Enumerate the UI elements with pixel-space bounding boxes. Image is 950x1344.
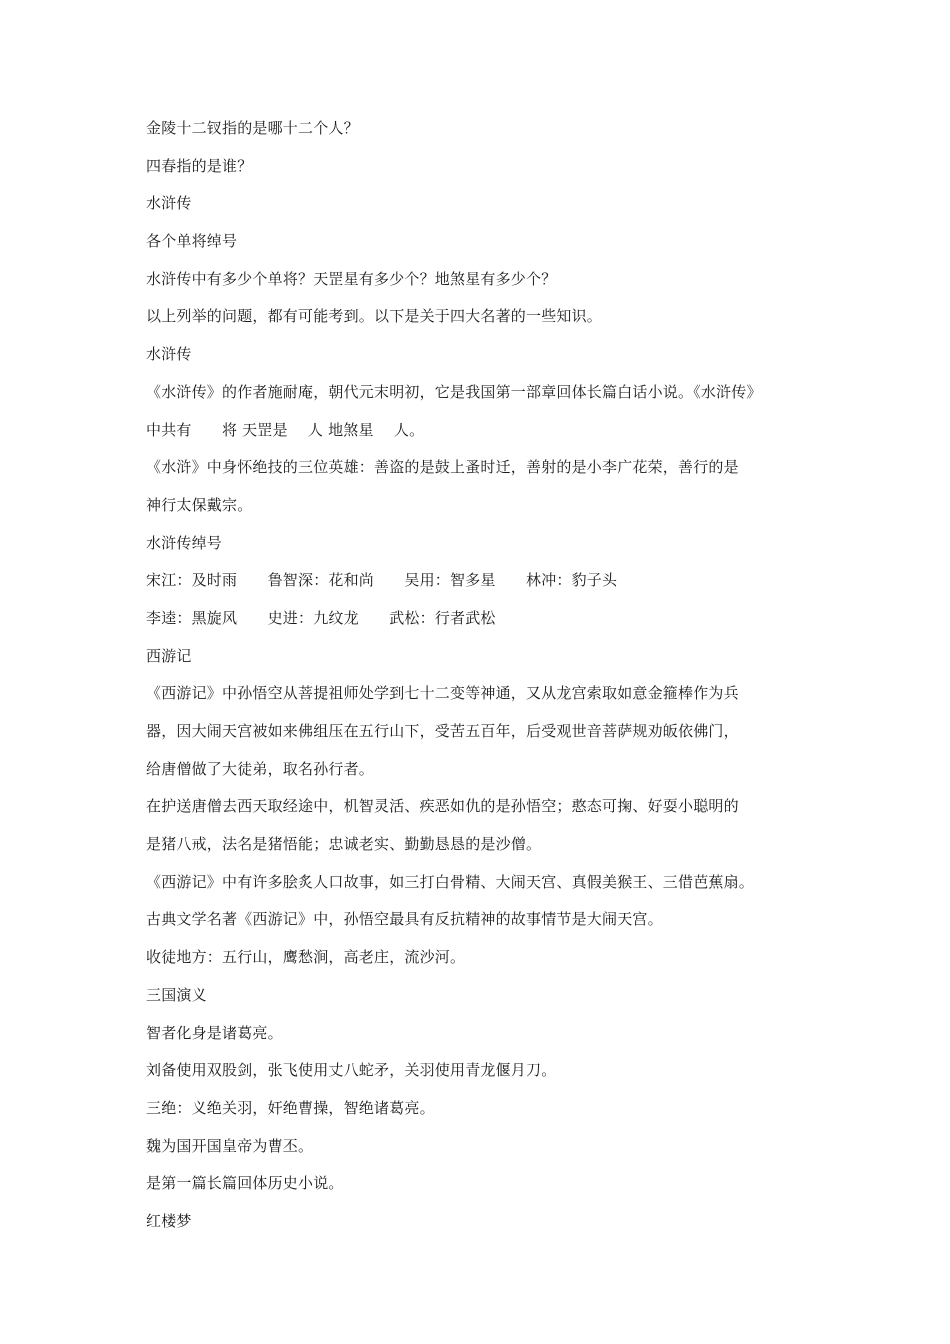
- text-line: 中共有 将 天罡是 人 地煞星 人。: [146, 420, 425, 439]
- question-shuihu-count: 水浒传中有多少个单将？天罡星有多少个？地煞星有多少个？: [146, 269, 557, 288]
- text-line: 神行太保戴宗。: [146, 495, 253, 514]
- heading-honglou: 红楼梦: [146, 1211, 192, 1230]
- xiyouji-stories: 《西游记》中有许多脍炙人口故事，如三打白骨精、大闹天宫、真假美猴王、三借芭蕉扇。: [146, 872, 755, 891]
- sanguo-line: 魏为国开国皇帝为曹丕。: [146, 1136, 314, 1155]
- sanguo-line: 三绝：义绝关羽，奸绝曹操，智绝诸葛亮。: [146, 1098, 435, 1117]
- paragraph-disciples: [146, 796, 816, 854]
- nickname-row-2: 李逵：黑旋风 史进：九纹龙 武松：行者武松: [146, 608, 496, 627]
- xiyouji-rebellion: 古典文学名著《西游记》中，孙悟空最具有反抗精神的故事情节是大闹天宫。: [146, 910, 663, 929]
- paragraph-shuihu-heroes: [146, 457, 816, 515]
- sanguo-line: 是第一篇长篇回体历史小说。: [146, 1174, 344, 1193]
- text-line: 《水浒传》的作者施耐庵，朝代元末明初，它是我国第一部章回体长篇白话小说。《水浒传》: [146, 382, 762, 401]
- heading-xiyouji: 西游记: [146, 646, 192, 665]
- sanguo-line: 智者化身是诸葛亮。: [146, 1023, 283, 1042]
- intro-text: 以上列举的问题，都有可能考到。以下是关于四大名著的一些知识。: [146, 307, 603, 326]
- text-line: 给唐僧做了大徒弟，取名孙行者。: [146, 759, 375, 778]
- text-line: 器，因大闹天宫被如来佛组压在五行山下，受苦五百年，后受观世音菩萨规劝皈依佛门，: [146, 722, 739, 740]
- text-line: 是猪八戒，法名是猪悟能；忠诚老实、勤勤恳恳的是沙僧。: [146, 835, 542, 854]
- text-line: 《水浒》中身怀绝技的三位英雄：善盗的是鼓上蚤时迁，善射的是小李广花荣，善行的是: [146, 458, 739, 477]
- paragraph-shuihu-author: [146, 382, 816, 440]
- xiyouji-places: 收徒地方：五行山，鹰愁涧，高老庄，流沙河。: [146, 948, 466, 967]
- heading-sanguo: 三国演义: [146, 985, 207, 1004]
- heading-shuihu-nicknames: 水浒传绰号: [146, 533, 223, 552]
- text-line: 《西游记》中孙悟空从菩提祖师处学到七十二变等神通，又从龙宫索取如意金箍棒作为兵: [146, 684, 739, 703]
- heading-nicknames: 各个单将绰号: [146, 232, 238, 251]
- heading-shuihu: 水浒传: [146, 194, 192, 213]
- question-jinling: 金陵十二钗指的是哪十二个人？: [146, 119, 359, 137]
- question-sichun: 四春指的是谁？: [146, 156, 253, 175]
- text-line: 在护送唐僧去西天取经途中，机智灵活、疾恶如仇的是孙悟空；憨态可掬、好耍小聪明的: [146, 797, 739, 816]
- sanguo-line: 刘备使用双股剑，张飞使用丈八蛇矛，关羽使用青龙偃月刀。: [146, 1061, 557, 1080]
- nickname-row-1: 宋江：及时雨 鲁智深：花和尚 吴用：智多星 林冲：豹子头: [146, 571, 618, 590]
- paragraph-wukong: [146, 683, 816, 778]
- heading-shuihu-2: 水浒传: [146, 345, 192, 364]
- document-page: [146, 118, 816, 1249]
